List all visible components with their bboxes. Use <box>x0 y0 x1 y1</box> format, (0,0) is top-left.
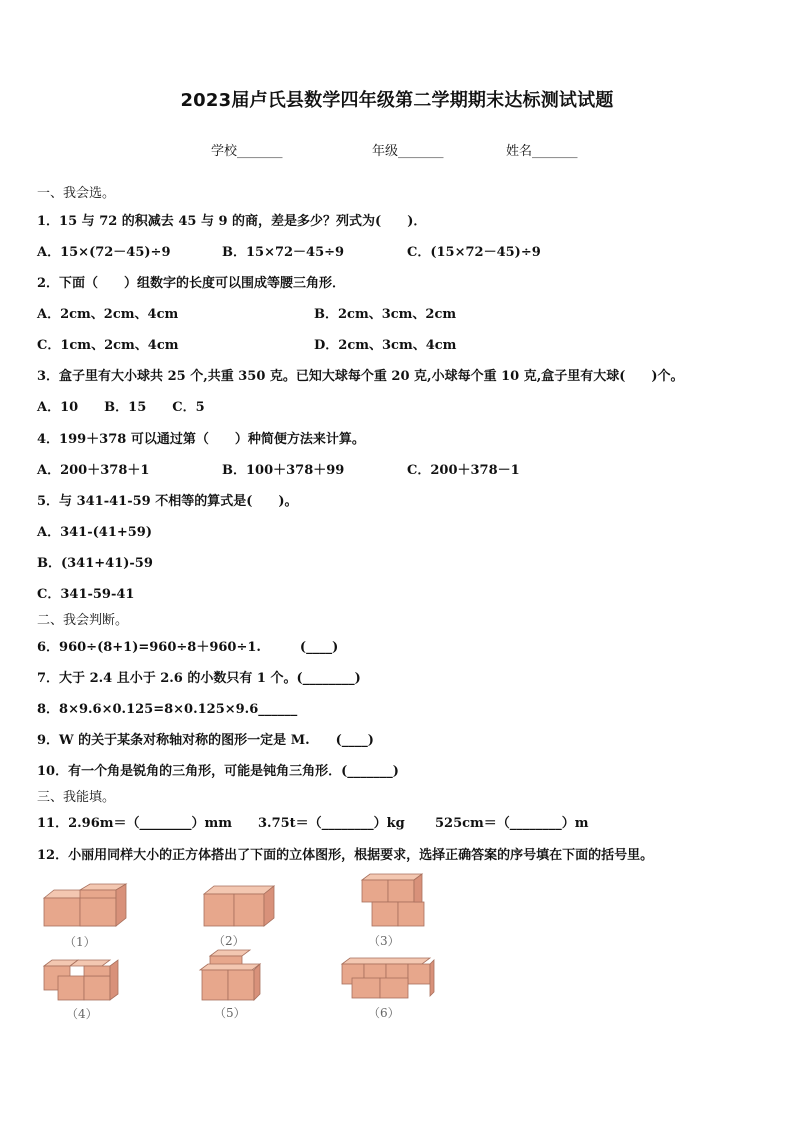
q2-option-c[interactable]: C．1cm、2cm、4cm <box>37 338 179 353</box>
figure-5-cubes <box>200 950 270 1005</box>
question-11-part-b: 3.75t＝（________）kg <box>258 816 405 831</box>
figure-2-cubes <box>204 884 284 929</box>
figure-5-label: （5） <box>214 1006 246 1020</box>
q2-option-b[interactable]: B．2cm、3cm、2cm <box>314 307 457 322</box>
figure-4-cubes <box>44 958 124 1003</box>
figure-6-label: （6） <box>368 1006 400 1020</box>
figure-6-cubes <box>342 954 437 1004</box>
q2-option-a[interactable]: A．2cm、2cm、4cm <box>37 307 179 322</box>
question-3: 3．盒子里有大小球共 25 个,共重 350 克。已知大球每个重 20 克,小球每个重 10 克,盒子里有大球( )个。 <box>37 369 684 384</box>
q5-option-a[interactable]: A．341-(41+59) <box>37 525 152 540</box>
section-heading-judge: 二、我会判断。 <box>37 613 129 628</box>
question-4: 4．199＋378 可以通过第（ ）种简便方法来计算。 <box>37 432 365 447</box>
question-12: 12．小丽用同样大小的正方体搭出了下面的立体图形，根据要求，选择正确答案的序号填在下面的括号里。 <box>37 848 654 863</box>
question-10: 10．有一个角是锐角的三角形，可能是钝角三角形．(_______) <box>37 764 399 779</box>
question-9: 9．W 的关于某条对称轴对称的图形一定是 M. (____) <box>37 733 374 748</box>
section-heading-choose: 一、我会选。 <box>37 186 116 201</box>
question-6: 6．960÷(8+1)=960÷8＋960÷1. (____) <box>37 640 339 655</box>
q4-option-c[interactable]: C．200＋378－1 <box>407 463 520 478</box>
q2-option-d[interactable]: D．2cm、3cm、4cm <box>314 338 457 353</box>
figure-3-cubes <box>362 874 432 929</box>
question-1: 1．15 与 72 的积减去 45 与 9 的商，差是多少？列式为( )． <box>37 214 427 229</box>
question-5: 5．与 341-41-59 不相等的算式是( )。 <box>37 494 298 509</box>
q3-options[interactable]: A．10 B．15 C．5 <box>37 400 205 415</box>
figure-3-label: （3） <box>368 934 400 948</box>
question-8: 8．8×9.6×0.125=8×0.125×9.6______ <box>37 702 298 717</box>
figure-1-label: （1） <box>64 935 96 949</box>
q1-option-b[interactable]: B．15×72－45÷9 <box>222 245 345 260</box>
q4-option-a[interactable]: A．200＋378＋1 <box>37 463 150 478</box>
section-heading-fill: 三、我能填。 <box>37 790 116 805</box>
q4-option-b[interactable]: B．100＋378＋99 <box>222 463 345 478</box>
school-field[interactable]: 学校_______ <box>211 144 283 159</box>
q1-option-c[interactable]: C．(15×72－45)÷9 <box>407 245 541 260</box>
page-title: 2023届卢氏县数学四年级第二学期期末达标测试试题 <box>180 90 614 111</box>
figure-1-cubes <box>44 884 134 929</box>
question-11-part-a: 11．2.96m＝（________）mm <box>37 816 233 831</box>
name-field[interactable]: 姓名_______ <box>506 144 578 159</box>
q5-option-b[interactable]: B．(341+41)-59 <box>37 556 153 571</box>
question-2: 2．下面（ ）组数字的长度可以围成等腰三角形． <box>37 276 346 291</box>
question-11-part-c: 525cm＝（________）m <box>435 816 589 831</box>
question-7: 7．大于 2.4 且小于 2.6 的小数只有 1 个。(________) <box>37 671 361 686</box>
q1-option-a[interactable]: A．15×(72－45)÷9 <box>37 245 171 260</box>
figure-4-label: （4） <box>66 1007 98 1021</box>
grade-field[interactable]: 年级_______ <box>372 144 444 159</box>
q5-option-c[interactable]: C．341-59-41 <box>37 587 135 602</box>
figure-2-label: （2） <box>213 934 245 948</box>
